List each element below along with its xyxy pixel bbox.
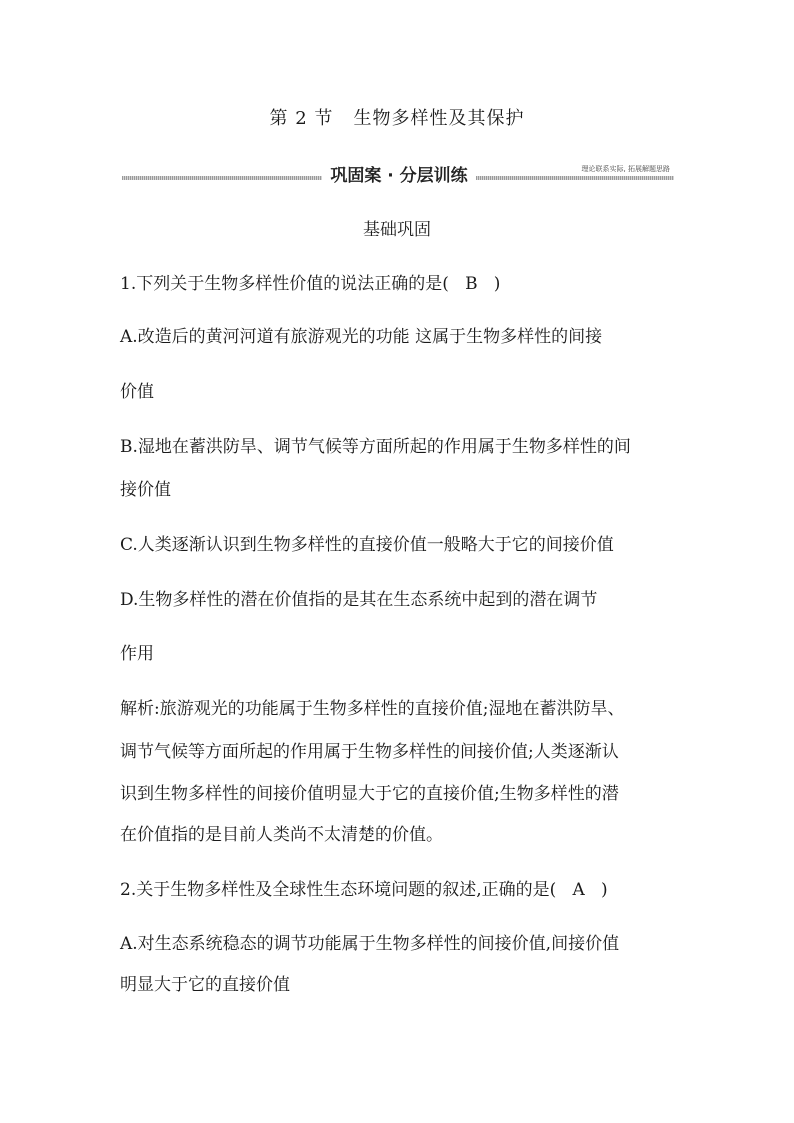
- question-1-option-d: D.生物多样性的潜在价值指的是其在生态系统中起到的潜在调节: [120, 590, 598, 610]
- page-title: 第 2 节 生物多样性及其保护: [269, 108, 525, 129]
- question-1-stem: 1.下列关于生物多样性价值的说法正确的是( B ): [120, 274, 501, 294]
- banner-rule-right: [476, 176, 674, 180]
- question-1-analysis: 解析:旅游观光的功能属于生物多样性的直接价值;湿地在蓄洪防旱、: [120, 699, 625, 719]
- question-1-analysis: 调节气候等方面所起的作用属于生物多样性的间接价值;人类逐渐认: [120, 742, 619, 762]
- question-1-option-c: C.人类逐渐认识到生物多样性的直接价值一般略大于它的间接价值: [120, 535, 614, 555]
- question-1-option-b: B.湿地在蓄洪防旱、调节气候等方面所起的作用属于生物多样性的间: [120, 437, 631, 457]
- question-1-analysis: 识到生物多样性的间接价值明显大于它的直接价值;生物多样性的潜: [120, 784, 619, 804]
- section-heading: 基础巩固: [363, 220, 431, 240]
- section-banner: [122, 163, 674, 189]
- banner-note: 理论联系实际, 拓展解题思路: [581, 165, 670, 173]
- question-1-option-d-cont: 作用: [120, 644, 154, 664]
- banner-rule-left: [122, 176, 322, 180]
- question-1-analysis: 在价值指的是目前人类尚不太清楚的价值。: [120, 825, 443, 845]
- banner-label: 巩固案 · 分层训练: [330, 166, 468, 186]
- question-1-option-a-cont: 价值: [120, 382, 154, 402]
- question-2-option-a: A.对生态系统稳态的调节功能属于生物多样性的间接价值,间接价值: [120, 934, 620, 954]
- question-1-option-a: A.改造后的黄河河道有旅游观光的功能 这属于生物多样性的间接: [120, 327, 603, 347]
- question-2-option-a-cont: 明显大于它的直接价值: [120, 975, 290, 995]
- question-2-stem: 2.关于生物多样性及全球性生态环境问题的叙述,正确的是( A ): [120, 880, 608, 900]
- question-1-option-b-cont: 接价值: [120, 480, 171, 500]
